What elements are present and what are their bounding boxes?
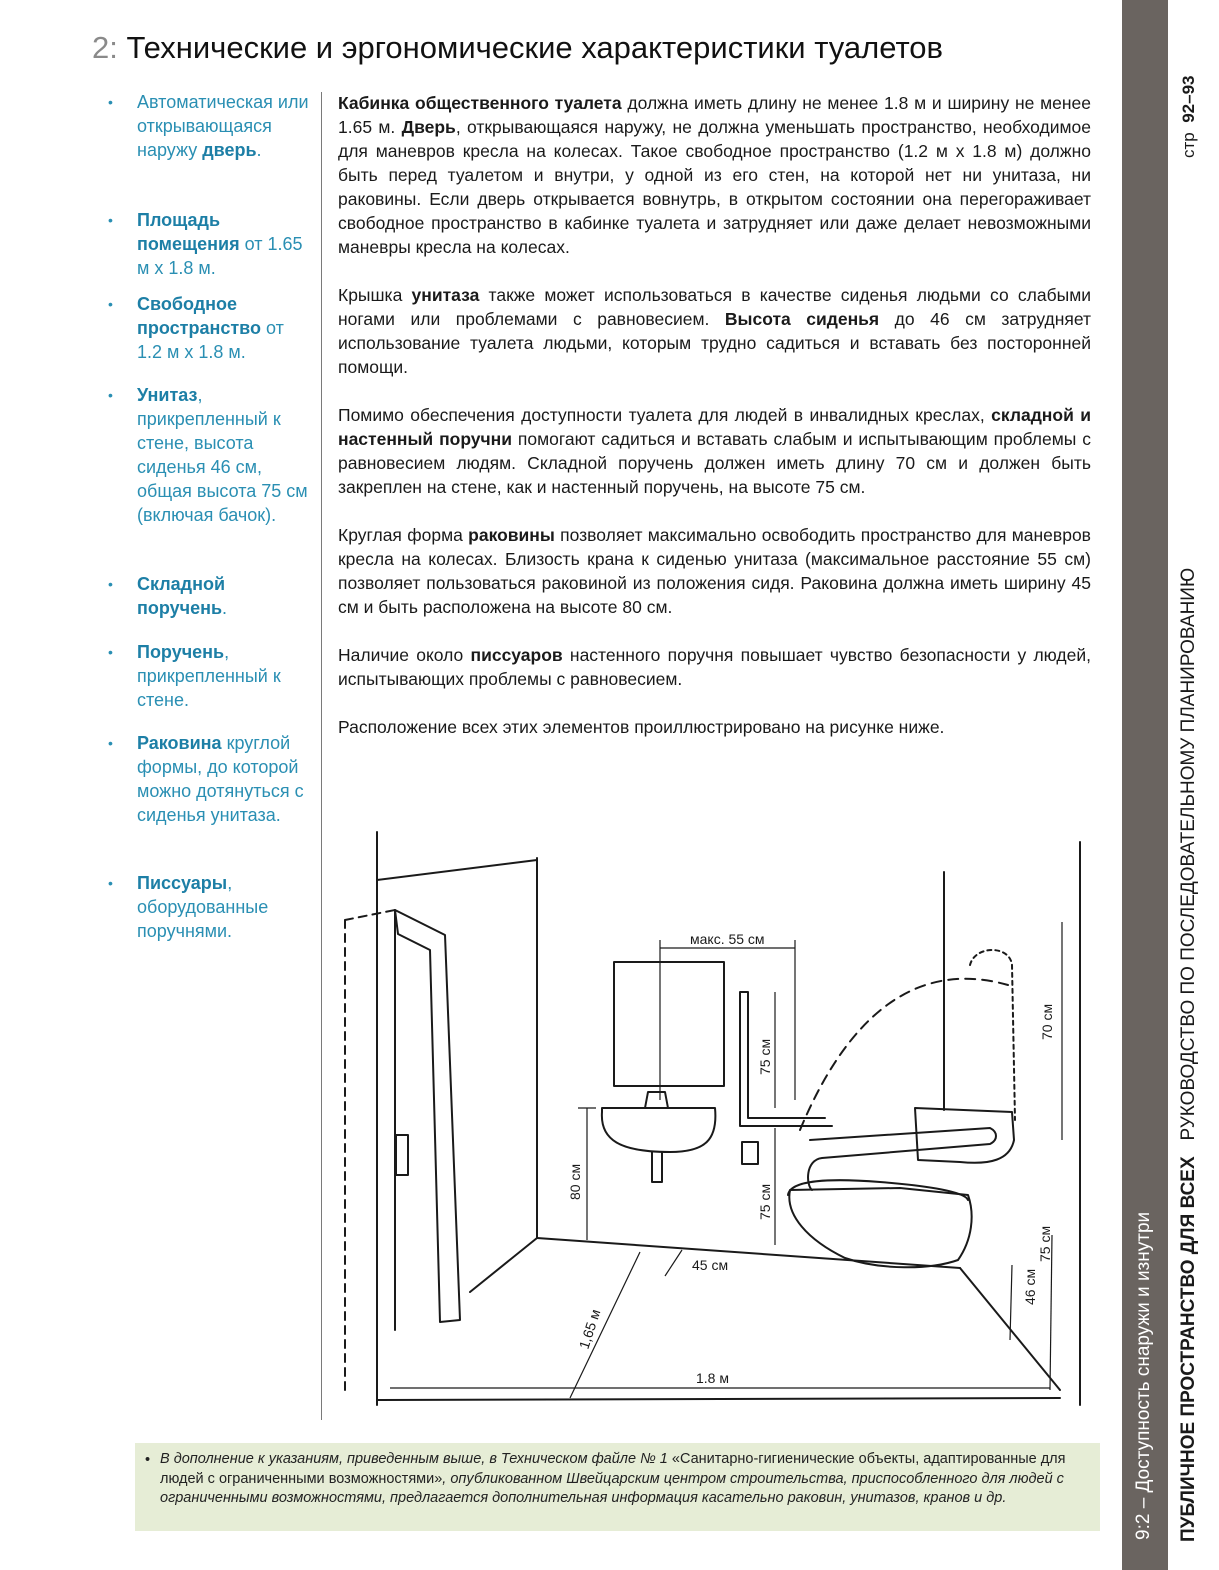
floor-left-line xyxy=(470,1238,537,1292)
toilet-tank xyxy=(915,1108,1014,1163)
guide-title-bold: ПУБЛИЧНОЕ ПРОСТРАНСТВО ДЛЯ ВСЕХ xyxy=(1178,1156,1199,1542)
sink xyxy=(602,1108,716,1152)
key-point: • Писсуары, оборудованные поручнями. xyxy=(108,871,313,943)
pages-label: стр xyxy=(1179,132,1198,158)
door-opening-dashes xyxy=(345,910,395,1395)
key-point-text: Писсуары, оборудованные поручнями. xyxy=(137,873,269,941)
key-point: • Поручень, прикрепленный к стене. xyxy=(108,640,313,712)
paper-holder xyxy=(742,1142,758,1164)
key-point-text: Поручень, прикрепленный к стене. xyxy=(137,642,281,710)
label-w45: 45 см xyxy=(692,1257,729,1273)
toilet-layout-illustration xyxy=(330,825,1100,1420)
label-h75c: 75 см xyxy=(1037,1225,1053,1262)
key-point: • Площадь помещения от 1.65 м х 1.8 м. xyxy=(108,208,313,280)
door-frame xyxy=(395,910,460,1322)
footnote-text: В дополнение к указаниям, приведенным выше, в Техническом файле № 1 «Санитарно-гигиенические объекты, адаптированные для людей с ограниченными возможностями», опубликованном Швейцарским центром строительства, приспособленного для людей с ограниченными возможностями, предлагается дополнительная информация касательно раковин, унитазов, кранов и др. xyxy=(160,1451,1066,1506)
raised-grab-bar xyxy=(970,950,1015,1120)
label-w18: 1.8 м xyxy=(696,1370,729,1386)
key-point: • Складной поручень. xyxy=(108,572,313,620)
paragraph: Наличие около писсуаров настенного поручня повышает чувство безопасности у людей, испытывающих проблемы с равновесием. xyxy=(338,645,1092,689)
label-h75b: 75 см xyxy=(757,1183,773,1220)
key-point: • Унитаз, прикрепленный к стене, высота сиденья 46 см, общая высота 75 см (включая бачок). xyxy=(108,383,313,527)
guide-title xyxy=(1178,568,1200,1542)
footnote xyxy=(135,1443,1100,1531)
paragraph: Крышка унитаза также может использоваться в качестве сиденья людьми со слабыми ногами или проблемами с равновесием. Высота сиденья до 46 см затрудняет использование туалета людьми, которым трудно садиться и вставать без посторонней помощи. xyxy=(338,285,1092,377)
key-point-text: Складной поручень. xyxy=(137,574,228,618)
label-h46: 46 см xyxy=(1022,1268,1038,1305)
key-point-text: Автоматическая или открывающаяся наружу дверь. xyxy=(137,92,309,160)
label-d165: 1,65 м xyxy=(575,1307,604,1351)
grab-bar-raised-arc xyxy=(800,979,1008,1130)
guide-title-rest: РУКОВОДСТВО ПО ПОСЛЕДОВАТЕЛЬНОМУ ПЛАНИРОВАНИЮ xyxy=(1178,567,1199,1141)
paragraph: Помимо обеспечения доступности туалета для людей в инвалидных креслах, складной и настенный поручни помогают садиться и вставать слабым и испытывающим проблемы с равновесием людям. Складной поручень должен иметь длину 70 см и должен быть закреплен на стене, как и настенный поручень, на высоте 75 см. xyxy=(338,405,1091,497)
footnote-bullet: • xyxy=(145,1452,151,1468)
paragraph: Расположение всех этих элементов проиллюстрировано на рисунке ниже. xyxy=(338,717,945,737)
key-point-text: Свободное пространство от 1.2 м х 1.8 м. xyxy=(137,294,284,362)
column-divider xyxy=(321,92,322,1420)
door-handle xyxy=(396,1135,408,1175)
label-max55: макс. 55 см xyxy=(690,931,765,947)
dim-d165 xyxy=(570,1252,640,1398)
page-title xyxy=(92,30,943,66)
main-text xyxy=(338,91,1091,763)
key-point: • Раковина круглой формы, до которой можно дотянуться с сиденья унитаза. xyxy=(108,731,313,827)
label-h75a: 75 см xyxy=(757,1038,773,1075)
page-numbers xyxy=(1179,76,1199,158)
dim-w45 xyxy=(665,1250,682,1276)
chapter-number: 2: xyxy=(92,30,118,65)
toilet-bowl xyxy=(789,1188,971,1267)
floor-back-line xyxy=(537,1238,960,1268)
label-h80: 80 см xyxy=(567,1163,583,1200)
ceiling-line-left xyxy=(377,860,537,880)
title-text: Технические и эргономические характеристики туалетов xyxy=(126,30,944,65)
faucet xyxy=(645,1092,668,1108)
key-point: • Автоматическая или открывающаяся наружу дверь. xyxy=(108,90,313,162)
paragraph: Круглая форма раковины позволяет максимально освободить пространство для маневров кресла на колесах. Близость крана к сиденью унитаза (максимальное расстояние 55 см) позволяет пользоваться раковиной из положения сидя. Раковина должна иметь ширину 45 см и быть расположена на высоте 80 см. xyxy=(338,525,1091,617)
key-point: • Свободное пространство от 1.2 м х 1.8 м. xyxy=(108,292,313,364)
key-point-text: Площадь помещения от 1.65 м х 1.8 м. xyxy=(137,210,303,278)
chapter-label: 9:2 – Доступность снаружи и изнутри xyxy=(1133,1211,1154,1540)
mirror xyxy=(614,962,724,1086)
wall-grab-bar xyxy=(740,992,832,1126)
floor-front-line xyxy=(377,1398,1060,1400)
label-h70: 70 см xyxy=(1039,1003,1055,1040)
sink-drain xyxy=(652,1152,662,1182)
paragraph: Кабинка общественного туалета должна иметь длину не менее 1.8 м и ширину не менее 1.65 м. Дверь, открывающаяся наружу, не должна уменьшать пространство, необходимое для маневров кресла на колесах. Такое свободное пространство (1.2 м х 1.8 м) должно быть перед туалетом и внутри, у одной из его стен, на которой нет ни унитаза, ни раковины. Если дверь открывается вовнутрь, в открытом состоянии она перегораживает свободное пространство в кабинке туалета и затрудняет или даже делает невозможными маневры кресла на колесах. xyxy=(338,93,1091,257)
pages-value: 92–93 xyxy=(1179,75,1198,123)
key-point-text: Унитаз, прикрепленный к стене, высота сиденья 46 см, общая высота 75 см (включая бачок). xyxy=(137,385,308,525)
key-point-text: Раковина круглой формы, до которой можно дотянуться с сиденья унитаза. xyxy=(137,733,304,825)
